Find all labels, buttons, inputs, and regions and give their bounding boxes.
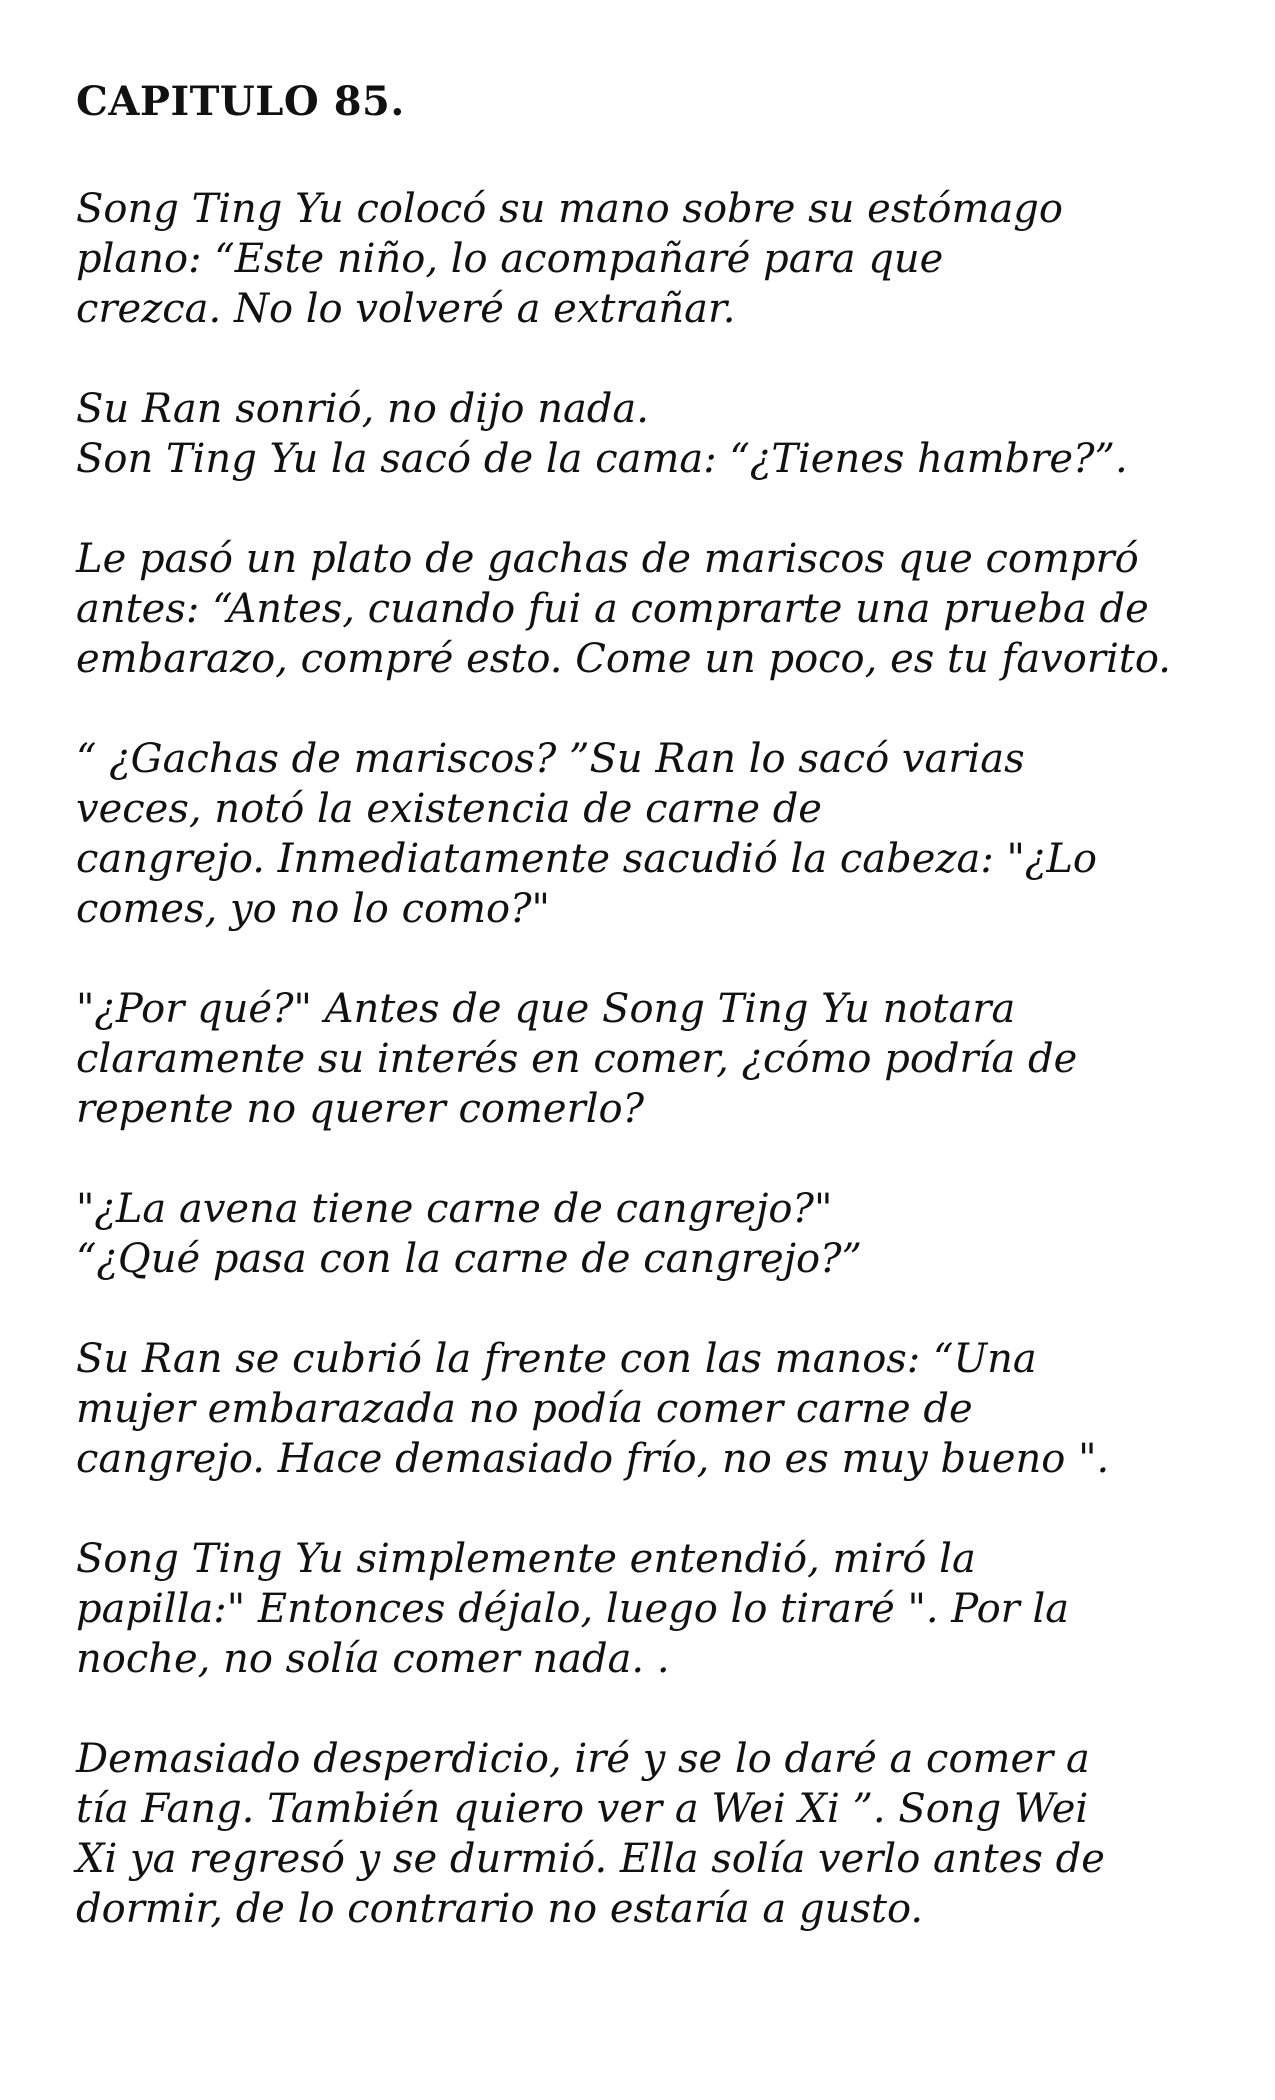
text-line: papilla:" Entonces déjalo, luego lo tiraré ". Por la xyxy=(76,1586,1070,1632)
text-line: "¿La avena tiene carne de cangrejo?" xyxy=(76,1186,833,1232)
text-line: antes: “Antes, cuando fui a comprarte una prueba de xyxy=(76,586,1149,632)
text-line: Demasiado desperdicio, iré y se lo daré a comer a xyxy=(76,1736,1090,1782)
chapter-title: CAPITULO 85. xyxy=(76,78,405,125)
text-line: "¿Por qué?" Antes de que Song Ting Yu notara xyxy=(76,986,1016,1032)
text-line: Su Ran se cubrió la frente con las manos: “Una xyxy=(76,1336,1037,1382)
paragraph xyxy=(76,734,1226,934)
text-line: tía Fang. También quiero ver a Wei Xi ”. Song Wei xyxy=(76,1786,1089,1832)
text-line: Song Ting Yu simplemente entendió, miró la xyxy=(76,1536,976,1582)
text-line: dormir, de lo contrario no estaría a gusto. xyxy=(76,1886,924,1932)
text-line: Son Ting Yu la sacó de la cama: “¿Tienes hambre?”. xyxy=(76,436,1128,482)
paragraph xyxy=(76,984,1226,1134)
paragraph xyxy=(76,1534,1226,1684)
text-line: Song Ting Yu colocó su mano sobre su estómago xyxy=(76,186,1063,232)
text-line: Le pasó un plato de gachas de mariscos que compró xyxy=(76,536,1139,582)
text-line: claramente su interés en comer, ¿cómo podría de xyxy=(76,1036,1078,1082)
text-line: mujer embarazada no podía comer carne de xyxy=(76,1386,973,1432)
paragraph xyxy=(76,534,1226,684)
text-line: cangrejo. Inmediatamente sacudió la cabeza: "¿Lo xyxy=(76,836,1097,882)
text-line: plano: “Este niño, lo acompañaré para que xyxy=(76,236,944,282)
text-line: Xi ya regresó y se durmió. Ella solía verlo antes de xyxy=(76,1836,1105,1882)
paragraph xyxy=(76,1734,1226,1934)
paragraph xyxy=(76,1334,1226,1484)
text-line: comes, yo no lo como?" xyxy=(76,886,550,932)
document-page xyxy=(76,72,1226,1984)
text-line: noche, no solía comer nada. . xyxy=(76,1636,670,1682)
text-line: embarazo, compré esto. Come un poco, es tu favorito. xyxy=(76,636,1171,682)
paragraph xyxy=(76,384,1226,484)
text-line: crezca. No lo volveré a extrañar. xyxy=(76,286,736,332)
text-line: “¿Qué pasa con la carne de cangrejo?” xyxy=(76,1236,862,1282)
paragraph xyxy=(76,1184,1226,1284)
text-line: repente no querer comerlo? xyxy=(76,1086,645,1132)
text-line: “ ¿Gachas de mariscos? ”Su Ran lo sacó varias xyxy=(76,736,1025,782)
paragraph xyxy=(76,184,1226,334)
text-line: cangrejo. Hace demasiado frío, no es muy bueno ". xyxy=(76,1436,1110,1482)
text-line: veces, notó la existencia de carne de xyxy=(76,786,822,832)
text-line: Su Ran sonrió, no dijo nada. xyxy=(76,386,649,432)
